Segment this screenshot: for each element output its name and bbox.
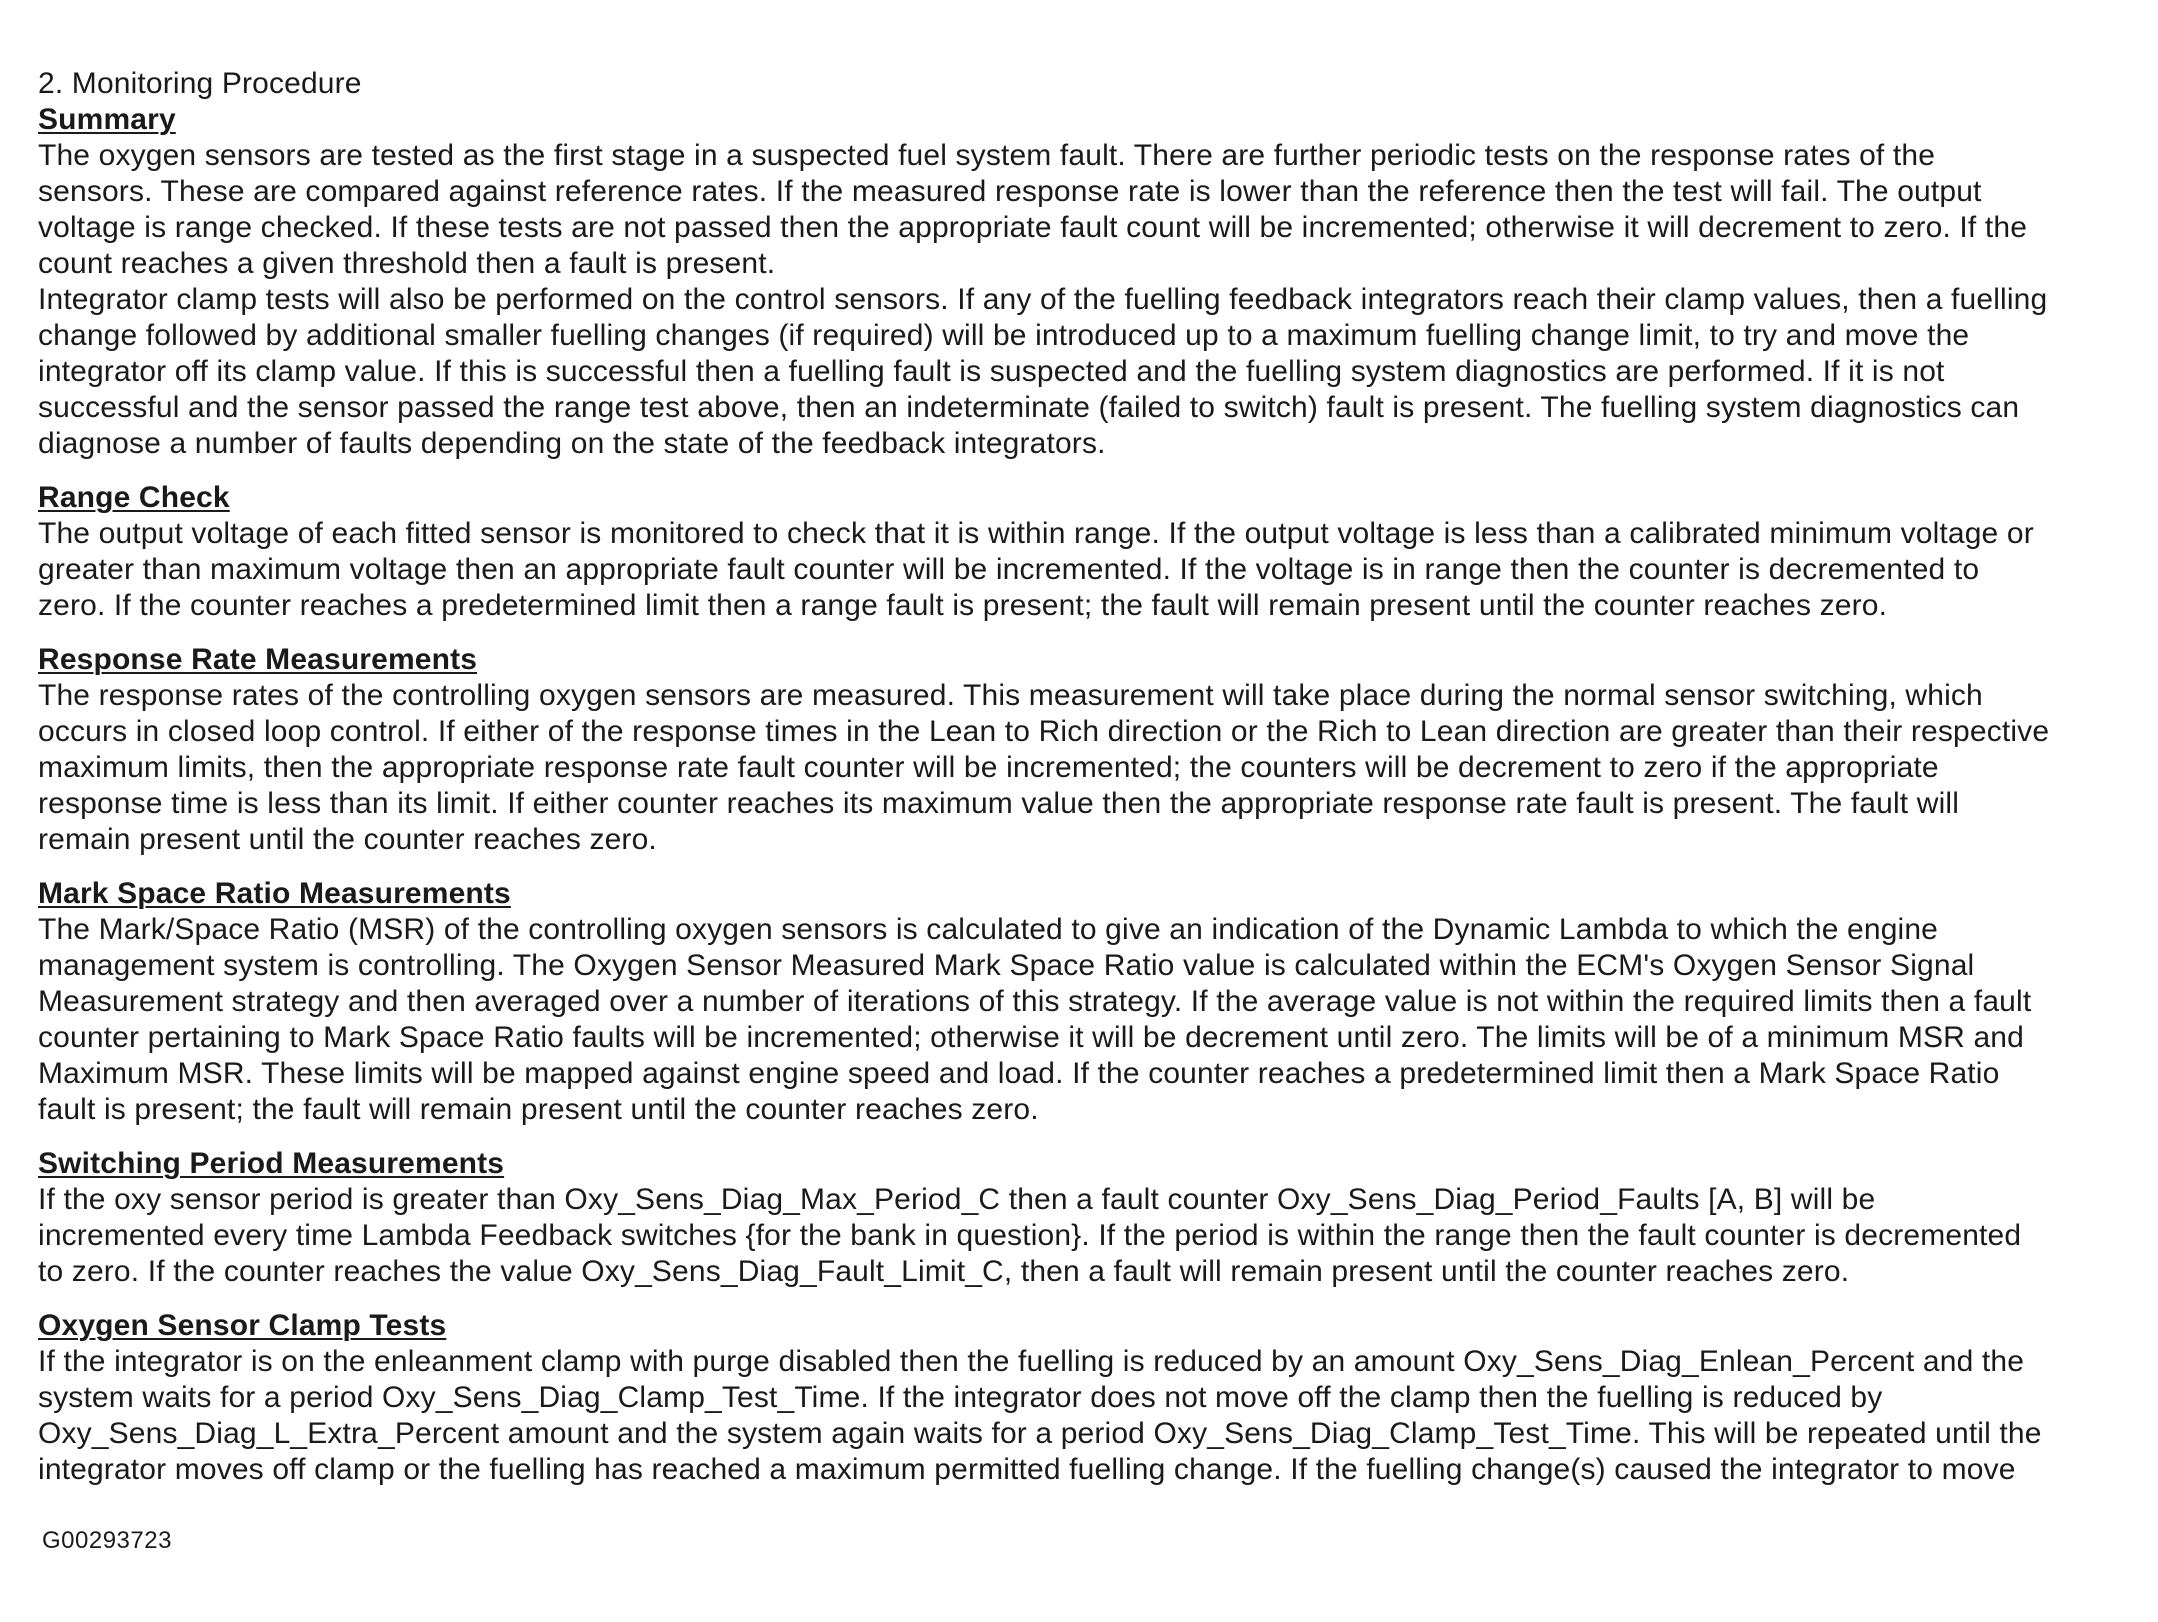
body-text-line: remain present until the counter reaches zero. [38,823,657,856]
sections-container [38,102,2128,1488]
body-text-line: fault is present; the fault will remain present until the counter reaches zero. [38,1093,1039,1126]
section-heading: Mark Space Ratio Measurements [38,877,511,910]
document-page [38,66,2128,1488]
body-text-line: voltage is range checked. If these tests are not passed then the appropriate fault count will be incremented; otherwise it will decrement to zero. If the [38,211,2028,244]
body-text-line: The response rates of the controlling oxygen sensors are measured. This measurement will take place during the normal sensor switching, which [38,679,1983,712]
section-heading: Summary [38,103,176,136]
section-oxygen-sensor-clamp-tests [38,1308,2128,1488]
section-heading: Switching Period Measurements [38,1147,505,1180]
body-text-line: The output voltage of each fitted sensor is monitored to check that it is within range. If the output voltage is less than a calibrated minimum voltage or [38,517,2034,550]
body-text-line: occurs in closed loop control. If either of the response times in the Lean to Rich direction or the Rich to Lean direction are greater than their respective [38,715,2050,748]
body-text-line: change followed by additional smaller fuelling changes (if required) will be introduced up to a maximum fuelling change limit, to try and move the [38,319,1970,352]
body-text-line: integrator off its clamp value. If this is successful then a fuelling fault is suspected and the fuelling system diagnostics are performed. If it is not [38,355,1945,388]
body-text-line: successful and the sensor passed the range test above, then an indeterminate (failed to switch) fault is present. The fuelling system diagnostics can [38,391,2020,424]
section-mark-space-ratio-measurements [38,876,2128,1128]
body-text-line: incremented every time Lambda Feedback switches {for the bank in question}. If the period is within the range then the fault counter is decremented [38,1219,2022,1252]
body-text-line: system waits for a period Oxy_Sens_Diag_Clamp_Test_Time. If the integrator does not move off the clamp then the fuelling is reduced by [38,1381,1883,1414]
body-text-line: If the oxy sensor period is greater than Oxy_Sens_Diag_Max_Period_C then a fault counter Oxy_Sens_Diag_Period_Faults [A, B] will be [38,1183,1876,1216]
body-text-line: counter pertaining to Mark Space Ratio faults will be incremented; otherwise it will be decrement until zero. The limits will be of a minimum MSR and [38,1021,2024,1054]
document-id: G00293723 [42,1527,172,1554]
body-text-line: The oxygen sensors are tested as the first stage in a suspected fuel system fault. There are further periodic tests on the response rates of the [38,139,1936,172]
section-range-check [38,480,2128,624]
section-heading: Range Check [38,481,230,514]
body-text-line: response time is less than its limit. If either counter reaches its maximum value then the appropriate response rate fault is present. The fault will [38,787,1960,820]
body-text-line: diagnose a number of faults depending on the state of the feedback integrators. [38,427,1106,460]
body-text-line: Maximum MSR. These limits will be mapped against engine speed and load. If the counter reaches a predetermined limit then a Mark Space Ratio [38,1057,2000,1090]
body-text-line: integrator moves off clamp or the fuelling has reached a maximum permitted fuelling change. If the fuelling change(s) caused the integrator to move [38,1453,2016,1486]
body-text-line: management system is controlling. The Oxygen Sensor Measured Mark Space Ratio value is calculated within the ECM's Oxygen Sensor Signal [38,949,1975,982]
body-text-line: The Mark/Space Ratio (MSR) of the controlling oxygen sensors is calculated to give an indication of the Dynamic Lambda to which the engine [38,913,1939,946]
body-text-line: Integrator clamp tests will also be performed on the control sensors. If any of the fuelling feedback integrators reach their clamp values, then a fuelling [38,283,2048,316]
body-text-line: Measurement strategy and then averaged over a number of iterations of this strategy. If the average value is not within the required limits then a fault [38,985,2032,1018]
section-heading: Oxygen Sensor Clamp Tests [38,1309,447,1342]
body-text-line: greater than maximum voltage then an appropriate fault counter will be incremented. If the voltage is in range then the counter is decremented to [38,553,1980,586]
body-text-line: zero. If the counter reaches a predetermined limit then a range fault is present; the fault will remain present until the counter reaches zero. [38,589,1888,622]
body-text-line: count reaches a given threshold then a fault is present. [38,247,776,280]
body-text-line: maximum limits, then the appropriate response rate fault counter will be incremented; the counters will be decrement to zero if the appropriate [38,751,1939,784]
section-response-rate-measurements [38,642,2128,858]
body-text-line: sensors. These are compared against reference rates. If the measured response rate is lower than the reference then the test will fail. The output [38,175,1982,208]
body-text-line: to zero. If the counter reaches the value Oxy_Sens_Diag_Fault_Limit_C, then a fault will remain present until the counter reaches zero. [38,1255,1850,1288]
section-title: 2. Monitoring Procedure [38,67,362,100]
section-heading: Response Rate Measurements [38,643,478,676]
body-text-line: Oxy_Sens_Diag_L_Extra_Percent amount and the system again waits for a period Oxy_Sens_Diag_Clamp_Test_Time. This will be repeated until the [38,1417,2042,1450]
body-text-line: If the integrator is on the enleanment clamp with purge disabled then the fuelling is reduced by an amount Oxy_Sens_Diag_Enlean_Percent and the [38,1345,2025,1378]
section-switching-period-measurements [38,1146,2128,1290]
section-summary [38,102,2128,462]
